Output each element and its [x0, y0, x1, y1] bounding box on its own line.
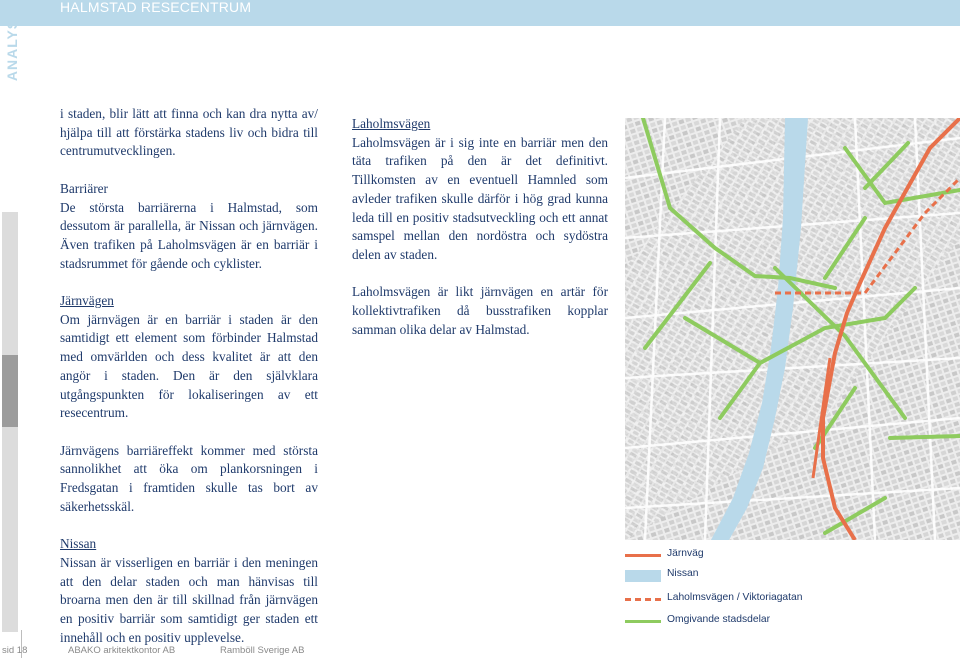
- legend-item-surrounding: [625, 616, 960, 630]
- laholm-heading: Laholmsvägen: [352, 116, 431, 131]
- footer-author-abako: ABAKO arkitektkontor AB: [68, 645, 176, 656]
- legend-item-railway: [625, 550, 960, 564]
- left-column: [60, 105, 318, 647]
- legend-label-railway: Järnväg: [667, 548, 704, 559]
- nissan-heading: Nissan: [60, 536, 97, 552]
- page-number: sid 18: [2, 645, 28, 656]
- legend-item-nissan: [625, 570, 960, 584]
- railway-heading: Järnvägen: [60, 293, 114, 308]
- intro-paragraph: i staden, blir lätt att finna och kan dra nytta av/ hjälpa till att förstärka stadens liv och bidra till centrumutvecklingen.: [60, 106, 318, 159]
- legend-item-laholmsvagen: [625, 594, 960, 608]
- section-label: ANALYS: [4, 18, 21, 82]
- legend-label-nissan: Nissan: [667, 568, 699, 579]
- railway-paragraph-2: Järnvägens barriäreffekt kommer med största sannolikhet att öka om plankorsningen i Fredsgatan i framtiden skulle tas bort av säkerhetsskäl.: [60, 442, 318, 514]
- legend-label-surrounding: Omgivande stadsdelar: [667, 614, 771, 625]
- section-tab: [3, 20, 23, 80]
- footer-author-ramboll: Ramböll Sverige AB: [220, 645, 305, 656]
- city-map-svg: [625, 118, 960, 540]
- legend-swatch-surrounding: [625, 620, 661, 623]
- legend-swatch-nissan: [625, 570, 661, 582]
- side-rule-marker: [2, 355, 18, 427]
- city-map: [625, 118, 960, 540]
- document-title: HALMSTAD RESECENTRUM: [60, 0, 252, 15]
- side-rule-bottom: [2, 427, 18, 632]
- barriers-paragraph: De största barriärerna i Halmstad, som dessutom är parallella, är Nissan och järnvägen. Även trafiken på Laholmsvägen är en barriär i stadsrummet för gående och cyklister.: [60, 199, 318, 271]
- legend-swatch-railway: [625, 554, 661, 557]
- nissan-paragraph: Nissan är visserligen en barriär i den meningen att den delar staden och man hänvisas till broarna men den är till skillnad från järnvägen en positiv barriär som samtidigt ger staden ett innehåll och en positiv upplevelse.: [60, 554, 318, 645]
- barriers-heading: Barriärer: [60, 180, 108, 196]
- middle-column: [352, 115, 608, 339]
- legend-label-laholmsvagen: Laholmsvägen / Viktoriagatan: [667, 592, 803, 603]
- legend-swatch-laholmsvagen: [625, 598, 661, 601]
- header-bar: [0, 0, 960, 26]
- side-rule-top: [2, 212, 18, 355]
- footer: [0, 644, 960, 658]
- railway-paragraph: Om järnvägen är en barriär i staden är den samtidigt ett element som förbinder Halmstad med omvärlden och dess kvalitet är att den angör i staden. Den är den självklara utgångspunkten för lokaliseringen av ett resecentrum.: [60, 311, 318, 421]
- laholm-paragraph: Laholmsvägen är i sig inte en barriär men den täta trafiken på den är det definitivt. Tillkomsten av en eventuell Hamnled som avleder trafiken skulle därför i hög grad kunna leda till en positiv stadsutveckling och ett annat samspel mellan den nordöstra och sydöstra delen av staden.: [352, 134, 608, 262]
- laholm-paragraph-2: Laholmsvägen är likt järnvägen en artär för kollektivtrafiken då busstrafiken kopplar samman olika delar av Halmstad.: [352, 284, 608, 337]
